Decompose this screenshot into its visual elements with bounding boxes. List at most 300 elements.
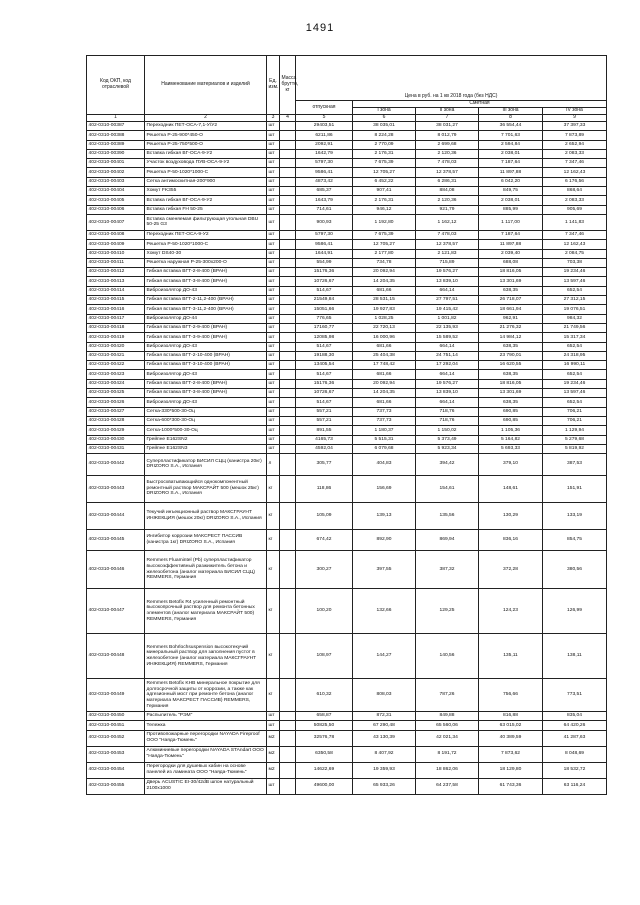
- item-unit: шт: [267, 214, 280, 230]
- price-otpusk: 21549,84: [296, 296, 353, 305]
- item-mass: [280, 168, 296, 177]
- item-name: Виброизолятор ДО-44: [145, 314, 267, 323]
- table-row: [87, 746, 607, 762]
- price-zone-4: 868,64: [543, 187, 607, 196]
- item-unit: шт: [267, 149, 280, 158]
- table-row: [87, 314, 607, 323]
- price-zone-4: 19 076,51: [543, 305, 607, 314]
- table-row: [87, 475, 607, 502]
- price-zone-3: 816,88: [479, 712, 543, 721]
- item-mass: [280, 268, 296, 277]
- price-zone-4: 652,54: [543, 370, 607, 379]
- item-mass: [280, 296, 296, 305]
- price-zone-3: 61 743,36: [479, 778, 543, 794]
- item-code: 402-0310-00419: [87, 333, 145, 342]
- item-code: 402-0310-00412: [87, 268, 145, 277]
- price-zone-3: 379,10: [479, 454, 543, 476]
- price-zone-3: 5 693,33: [479, 444, 543, 453]
- item-code: 402-0310-00402: [87, 168, 145, 177]
- price-zone-1: 404,83: [353, 454, 416, 476]
- price-zone-4: 835,04: [543, 712, 607, 721]
- item-name: Вставка гибкая ВГ-ОСА-9-У2: [145, 196, 267, 205]
- item-name: Суперпластификатор БИСИЛ СЦЦ (канистра 20кг) DRIZORO S.A., Испания: [145, 454, 267, 476]
- item-name: Грейпне E162SN2: [145, 435, 267, 444]
- price-zone-2: 5 923,34: [416, 444, 479, 453]
- price-zone-1: 2 177,80: [353, 249, 416, 258]
- item-unit: шт: [267, 159, 280, 168]
- price-zone-4: 706,21: [543, 416, 607, 425]
- price-zone-2: 1 001,82: [416, 314, 479, 323]
- item-code: 402-0310-00448: [87, 634, 145, 679]
- price-zone-2: 849,88: [416, 712, 479, 721]
- item-mass: [280, 444, 296, 453]
- item-unit: шт: [267, 342, 280, 351]
- price-otpusk: 9586,41: [296, 240, 353, 249]
- price-otpusk: 900,93: [296, 214, 353, 230]
- item-name: Гибкая вставка ВГТ-3-8-400 (ВРАН): [145, 389, 267, 398]
- price-otpusk: 1643,79: [296, 196, 353, 205]
- item-name: Гибкая вставка ВГТ-3-9-400 (ВРАН): [145, 333, 267, 342]
- table-row: [87, 721, 607, 730]
- item-code: 402-0310-00429: [87, 426, 145, 435]
- item-unit: кг: [267, 589, 280, 634]
- price-zone-2: 664,14: [416, 286, 479, 295]
- column-index-cell: 1: [87, 115, 145, 122]
- price-zone-4: 8 048,69: [543, 746, 607, 762]
- price-zone-4: 126,99: [543, 589, 607, 634]
- item-name: Ингибитор коррозии МАКСРЕСТ ПАССИВ (канистра 1кг) DRIZORO S.A., Испания: [145, 529, 267, 551]
- price-zone-4: 64 420,26: [543, 721, 607, 730]
- item-code: 402-0310-00389: [87, 140, 145, 149]
- price-zone-1: 872,31: [353, 712, 416, 721]
- item-name: Быстросхватывающийся однокомпонентный ремонтный раствор МАКСРАЙТ 500 (мешок 25кг) DRIZORO S.A., Испания: [145, 475, 267, 502]
- price-zone-1: 38 035,01: [353, 122, 416, 131]
- item-mass: [280, 177, 296, 186]
- column-index-cell: 3: [267, 115, 280, 122]
- price-zone-4: 18 532,72: [543, 762, 607, 778]
- table-row: [87, 454, 607, 476]
- price-zone-3: 148,61: [479, 475, 543, 502]
- price-zone-2: 2 120,36: [416, 196, 479, 205]
- price-zone-1: 2 770,09: [353, 140, 416, 149]
- price-otpusk: 610,32: [296, 679, 353, 712]
- price-zone-3: 36 554,44: [479, 122, 543, 131]
- item-name: Решетка наружная Р-25-300х200-О: [145, 258, 267, 267]
- price-zone-1: 12 705,27: [353, 168, 416, 177]
- price-zone-1: 737,73: [353, 407, 416, 416]
- price-zone-3: 6 042,20: [479, 177, 543, 186]
- price-otpusk: 557,21: [296, 407, 353, 416]
- item-code: 402-0310-00451: [87, 721, 145, 730]
- item-unit: шт: [267, 196, 280, 205]
- price-zone-2: 13 839,10: [416, 389, 479, 398]
- item-mass: [280, 762, 296, 778]
- price-zone-2: 12 378,57: [416, 240, 479, 249]
- table-row: [87, 187, 607, 196]
- item-mass: [280, 502, 296, 529]
- item-code: 402-0310-00427: [87, 407, 145, 416]
- price-zone-4: 2 083,33: [543, 149, 607, 158]
- item-unit: шт: [267, 305, 280, 314]
- table-row: [87, 323, 607, 332]
- price-zone-1: 6 079,68: [353, 444, 416, 453]
- item-name: Участок воздуховода ПУВ-ОСА-9-У2: [145, 159, 267, 168]
- item-code: 402-0310-00387: [87, 122, 145, 131]
- price-zone-2: 2 699,68: [416, 140, 479, 149]
- price-zone-2: 140,56: [416, 634, 479, 679]
- item-code: 402-0310-00410: [87, 249, 145, 258]
- price-zone-3: 638,35: [479, 342, 543, 351]
- item-name: Решетка Р-25-900*450-О: [145, 131, 267, 140]
- price-zone-2: 718,76: [416, 416, 479, 425]
- price-zone-1: 43 130,39: [353, 730, 416, 746]
- table-row: [87, 131, 607, 140]
- table-row: [87, 730, 607, 746]
- table-row: [87, 240, 607, 249]
- price-zone-4: 387,53: [543, 454, 607, 476]
- price-otpusk: 2092,91: [296, 140, 353, 149]
- item-code: 402-0310-00422: [87, 361, 145, 370]
- table-row: [87, 778, 607, 794]
- item-name: Хомут FK355: [145, 187, 267, 196]
- price-zone-2: 1 150,02: [416, 426, 479, 435]
- item-name: Дверь ACUSTIC EI-30/42dB шпон натуральный 2100х1000: [145, 778, 267, 794]
- item-mass: [280, 258, 296, 267]
- price-zone-2: 394,42: [416, 454, 479, 476]
- price-zone-2: 12 378,57: [416, 168, 479, 177]
- header-name: Наименование материалов и изделий: [145, 56, 267, 115]
- item-code: 402-0310-00450: [87, 712, 145, 721]
- item-name: Переходник ПЕТ-ОСА-7,1-У/У2: [145, 122, 267, 131]
- price-zone-4: 7 347,46: [543, 230, 607, 239]
- item-unit: шт: [267, 140, 280, 149]
- price-zone-1: 1 192,80: [353, 214, 416, 230]
- price-zone-1: 28 531,15: [353, 296, 416, 305]
- price-zone-4: 984,32: [543, 314, 607, 323]
- price-otpusk: 15051,66: [296, 305, 353, 314]
- price-zone-4: 706,21: [543, 407, 607, 416]
- price-zone-1: 734,78: [353, 258, 416, 267]
- price-zone-1: 946,12: [353, 205, 416, 214]
- item-unit: шт: [267, 435, 280, 444]
- price-zone-1: 8 407,92: [353, 746, 416, 762]
- price-zone-4: 652,54: [543, 286, 607, 295]
- item-unit: шт: [267, 122, 280, 131]
- price-zone-4: 2 084,75: [543, 249, 607, 258]
- item-code: 402-0310-00445: [87, 529, 145, 551]
- price-zone-4: 151,91: [543, 475, 607, 502]
- table-row: [87, 205, 607, 214]
- item-mass: [280, 277, 296, 286]
- column-index-cell: 5: [296, 115, 353, 122]
- item-code: 402-0310-00455: [87, 778, 145, 794]
- price-zone-4: 37 397,33: [543, 122, 607, 131]
- price-zone-3: 1 105,36: [479, 426, 543, 435]
- item-name: Виброизолятор ДО-43: [145, 398, 267, 407]
- item-name: Тележка: [145, 721, 267, 730]
- item-mass: [280, 370, 296, 379]
- item-code: 402-0310-00388: [87, 131, 145, 140]
- item-code: 402-0310-00449: [87, 679, 145, 712]
- item-code: 402-0310-00418: [87, 323, 145, 332]
- price-otpusk: 514,67: [296, 370, 353, 379]
- item-mass: [280, 122, 296, 131]
- price-zone-1: 19 359,93: [353, 762, 416, 778]
- table-row: [87, 149, 607, 158]
- item-unit: шт: [267, 268, 280, 277]
- price-zone-1: 7 675,39: [353, 230, 416, 239]
- item-unit: шт: [267, 351, 280, 360]
- price-zone-2: 787,26: [416, 679, 479, 712]
- price-zone-3: 849,75: [479, 187, 543, 196]
- column-index-row: [87, 115, 607, 122]
- price-zone-1: 737,73: [353, 416, 416, 425]
- item-mass: [280, 721, 296, 730]
- item-name: Решетка Р-50-1020*1000-С: [145, 240, 267, 249]
- item-mass: [280, 149, 296, 158]
- price-zone-4: 19 234,46: [543, 379, 607, 388]
- price-otpusk: 4873,42: [296, 177, 353, 186]
- price-zone-1: 20 092,94: [353, 379, 416, 388]
- price-zone-3: 23 790,01: [479, 351, 543, 360]
- item-name: Виброизолятор ДО-43: [145, 342, 267, 351]
- item-name: Хомут DS40-30: [145, 249, 267, 258]
- item-unit: шт: [267, 361, 280, 370]
- item-mass: [280, 416, 296, 425]
- price-zone-3: 11 897,88: [479, 240, 543, 249]
- price-zone-2: 129,25: [416, 589, 479, 634]
- price-zone-1: 2 176,31: [353, 196, 416, 205]
- price-zone-1: 2 176,31: [353, 149, 416, 158]
- price-zone-3: 5 164,82: [479, 435, 543, 444]
- price-otpusk: 10726,67: [296, 389, 353, 398]
- item-mass: [280, 240, 296, 249]
- table-row: [87, 214, 607, 230]
- item-mass: [280, 379, 296, 388]
- price-zone-4: 652,54: [543, 342, 607, 351]
- table-row: [87, 249, 607, 258]
- price-zone-2: 18 862,06: [416, 762, 479, 778]
- item-name: Алюминиевые перегородки NAYADA STAndart ООО "Наяда-Тюмень": [145, 746, 267, 762]
- price-otpusk: 514,67: [296, 286, 353, 295]
- price-zone-2: 884,08: [416, 187, 479, 196]
- price-otpusk: 554,99: [296, 258, 353, 267]
- table-row: [87, 277, 607, 286]
- price-zone-1: 7 675,39: [353, 159, 416, 168]
- price-zone-3: 688,08: [479, 258, 543, 267]
- price-zone-3: 638,35: [479, 398, 543, 407]
- item-code: 402-0310-00424: [87, 379, 145, 388]
- item-code: 402-0310-00446: [87, 551, 145, 589]
- item-code: 402-0310-00423: [87, 370, 145, 379]
- price-otpusk: 1642,79: [296, 149, 353, 158]
- table-row: [87, 305, 607, 314]
- item-unit: кг: [267, 502, 280, 529]
- item-name: Remmers Bohrlochsuspension высокотекучий минеральный раствор для заполнения пустот в железобетоне (аналог материала МАКСГРАУНТ ИНЖЕКЦИЯ) REMMERS, Германия: [145, 634, 267, 679]
- price-zone-1: 14 204,35: [353, 277, 416, 286]
- price-zone-2: 8 191,72: [416, 746, 479, 762]
- item-code: 402-0310-00430: [87, 435, 145, 444]
- item-code: 402-0310-00417: [87, 314, 145, 323]
- price-otpusk: 658,87: [296, 712, 353, 721]
- item-code: 402-0310-00443: [87, 475, 145, 502]
- price-otpusk: 32576,78: [296, 730, 353, 746]
- price-zone-2: 64 237,58: [416, 778, 479, 794]
- price-zone-3: 638,35: [479, 370, 543, 379]
- price-zone-1: 139,13: [353, 502, 416, 529]
- item-code: 402-0310-00428: [87, 416, 145, 425]
- item-unit: шт: [267, 444, 280, 453]
- price-zone-4: 19 234,46: [543, 268, 607, 277]
- price-zone-2: 7 478,03: [416, 230, 479, 239]
- price-otpusk: 105,09: [296, 502, 353, 529]
- item-name: Remmers Betofix R4 усиленный ремонтный высокопрочный раствор для ремонта бетонных элементов (аналог материала МАКСРАЙТ 500) REMMERS, Германия: [145, 589, 267, 634]
- item-mass: [280, 333, 296, 342]
- price-otpusk: 1644,91: [296, 249, 353, 258]
- price-zone-4: 27 312,15: [543, 296, 607, 305]
- item-name: Гибкая вставка ВГТ-2-11,2-400 (ВРАН): [145, 296, 267, 305]
- price-zone-4: 13 597,46: [543, 389, 607, 398]
- item-code: 402-0310-00404: [87, 187, 145, 196]
- price-otpusk: 674,42: [296, 529, 353, 551]
- price-zone-3: 2 594,84: [479, 140, 543, 149]
- item-code: 402-0310-00431: [87, 444, 145, 453]
- item-code: 402-0310-00452: [87, 730, 145, 746]
- price-zone-2: 135,56: [416, 502, 479, 529]
- item-unit: шт: [267, 333, 280, 342]
- item-mass: [280, 634, 296, 679]
- price-otpusk: 714,61: [296, 205, 353, 214]
- item-code: 402-0310-00453: [87, 746, 145, 762]
- table-row: [87, 122, 607, 131]
- price-zone-1: 681,66: [353, 286, 416, 295]
- item-unit: шт: [267, 778, 280, 794]
- item-name: Распылитель "РЭМ": [145, 712, 267, 721]
- table-row: [87, 551, 607, 589]
- item-name: Противопожарные перегородки NAYADA Fireproof ООО "Наяда-Тюмень": [145, 730, 267, 746]
- column-index-cell: 8: [479, 115, 543, 122]
- price-otpusk: 5797,30: [296, 230, 353, 239]
- price-zone-3: 690,85: [479, 407, 543, 416]
- price-zone-2: 24 751,14: [416, 351, 479, 360]
- item-code: 402-0310-00414: [87, 286, 145, 295]
- table-row: [87, 502, 607, 529]
- item-name: Гибкая вставка ВГТ-2-10-400 (ВРАН): [145, 351, 267, 360]
- price-zone-1: 14 204,35: [353, 389, 416, 398]
- price-zone-4: 380,56: [543, 551, 607, 589]
- price-zone-3: 18 129,80: [479, 762, 543, 778]
- price-zone-3: 638,35: [479, 286, 543, 295]
- item-mass: [280, 230, 296, 239]
- item-unit: шт: [267, 296, 280, 305]
- price-zone-1: 681,66: [353, 398, 416, 407]
- price-otpusk: 776,65: [296, 314, 353, 323]
- item-mass: [280, 314, 296, 323]
- item-mass: [280, 140, 296, 149]
- price-otpusk: 13405,54: [296, 361, 353, 370]
- price-zone-3: 962,91: [479, 314, 543, 323]
- price-otpusk: 6350,58: [296, 746, 353, 762]
- item-code: 402-0310-00409: [87, 240, 145, 249]
- item-code: 402-0310-00413: [87, 277, 145, 286]
- price-zone-2: 387,32: [416, 551, 479, 589]
- table-row: [87, 416, 607, 425]
- item-name: Гибкая вставка ВГТ-2-8-400 (ВРАН): [145, 379, 267, 388]
- header-zone-2: II зона: [416, 108, 479, 115]
- item-mass: [280, 159, 296, 168]
- item-mass: [280, 361, 296, 370]
- item-unit: шт: [267, 277, 280, 286]
- column-index-cell: 2: [145, 115, 267, 122]
- price-zone-2: 715,89: [416, 258, 479, 267]
- price-zone-3: 18 816,05: [479, 268, 543, 277]
- item-code: 402-0310-00411: [87, 258, 145, 267]
- item-unit: кг: [267, 634, 280, 679]
- item-name: Гибкая вставка ВГТ-2-9-400 (ВРАН): [145, 323, 267, 332]
- table-row: [87, 679, 607, 712]
- price-zone-2: 38 031,27: [416, 122, 479, 131]
- price-zone-1: 156,69: [353, 475, 416, 502]
- price-otpusk: 4165,73: [296, 435, 353, 444]
- item-unit: шт: [267, 416, 280, 425]
- item-name: Грейпне E162SN3: [145, 444, 267, 453]
- price-zone-1: 5 515,31: [353, 435, 416, 444]
- price-otpusk: 514,67: [296, 342, 353, 351]
- price-zone-2: 5 373,49: [416, 435, 479, 444]
- item-unit: шт: [267, 286, 280, 295]
- table-row: [87, 389, 607, 398]
- item-unit: кг: [267, 679, 280, 712]
- price-otpusk: 685,37: [296, 187, 353, 196]
- price-otpusk: 19188,30: [296, 351, 353, 360]
- item-unit: л: [267, 454, 280, 476]
- price-zone-3: 16 620,55: [479, 361, 543, 370]
- item-code: 402-0310-00447: [87, 589, 145, 634]
- item-mass: [280, 196, 296, 205]
- table-row: [87, 140, 607, 149]
- column-index-cell: 9: [543, 115, 607, 122]
- price-zone-1: 681,66: [353, 342, 416, 351]
- item-unit: шт: [267, 131, 280, 140]
- item-name: Перегородки для душевых кабин на основе панелей из ламината ООО "Наяда-Тюмень": [145, 762, 267, 778]
- item-mass: [280, 342, 296, 351]
- item-unit: шт: [267, 407, 280, 416]
- item-code: 402-0310-00403: [87, 177, 145, 186]
- price-zone-4: 13 597,46: [543, 277, 607, 286]
- price-zone-4: 5 279,68: [543, 435, 607, 444]
- price-zone-3: 13 301,69: [479, 277, 543, 286]
- price-zone-1: 907,41: [353, 187, 416, 196]
- item-mass: [280, 730, 296, 746]
- price-zone-4: 7 873,89: [543, 131, 607, 140]
- page-number: 1491: [305, 22, 335, 34]
- price-otpusk: 14622,69: [296, 762, 353, 778]
- item-name: Сетка-330*500-30-Оц: [145, 407, 267, 416]
- price-zone-3: 885,99: [479, 205, 543, 214]
- price-zone-4: 12 162,43: [543, 168, 607, 177]
- price-zone-3: 135,11: [479, 634, 543, 679]
- price-zone-4: 41 287,63: [543, 730, 607, 746]
- price-zone-1: 6 452,22: [353, 177, 416, 186]
- price-zone-1: 17 748,42: [353, 361, 416, 370]
- header-otpusk: отпускная: [296, 101, 353, 115]
- item-unit: кг: [267, 551, 280, 589]
- price-otpusk: 9586,41: [296, 168, 353, 177]
- item-mass: [280, 426, 296, 435]
- table-row: [87, 379, 607, 388]
- price-zone-4: 24 318,95: [543, 351, 607, 360]
- item-mass: [280, 475, 296, 502]
